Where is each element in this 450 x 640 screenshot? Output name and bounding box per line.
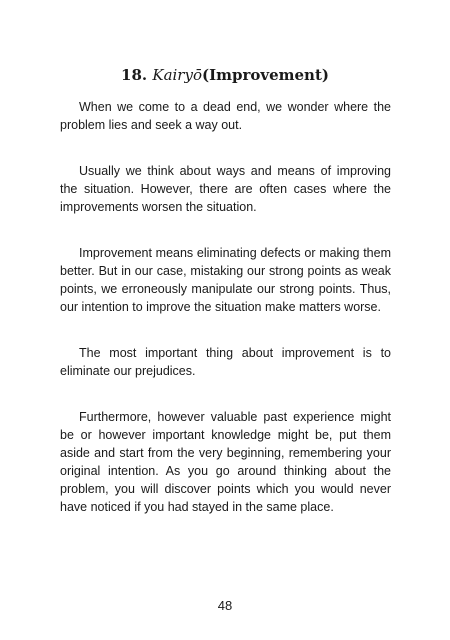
page-number: 48 [217, 598, 233, 613]
paragraph-2: Usually we think about ways and means of improving the situation. However, there are often cases where the improvements worsen the situation. [60, 164, 391, 214]
chapter-subtitle: (Improvement) [201, 66, 329, 84]
chapter-term: Kairyō [152, 66, 202, 84]
chapter-title [0, 64, 450, 86]
paragraph-1: When we come to a dead end, we wonder where the problem lies and seek a way out. [60, 100, 391, 132]
paragraph-4: The most important thing about improvement is to eliminate our prejudices. [60, 346, 391, 378]
paragraph-5: Furthermore, however valuable past experience might be or however important knowledge might be, put them aside and start from the very beginning, remembering your original intention. As you go around thinking about the problem, you will discover points which you would never have noticed if you had stayed in the same place. [60, 410, 391, 514]
paragraph-3: Improvement means eliminating defects or making them better. But in our case, mistaking our strong points as weak points, we erroneously manipulate our strong points. Thus, our intention to improve the situation make matters worse. [60, 246, 391, 314]
body-text [60, 98, 391, 544]
chapter-number: 18. [121, 66, 148, 84]
